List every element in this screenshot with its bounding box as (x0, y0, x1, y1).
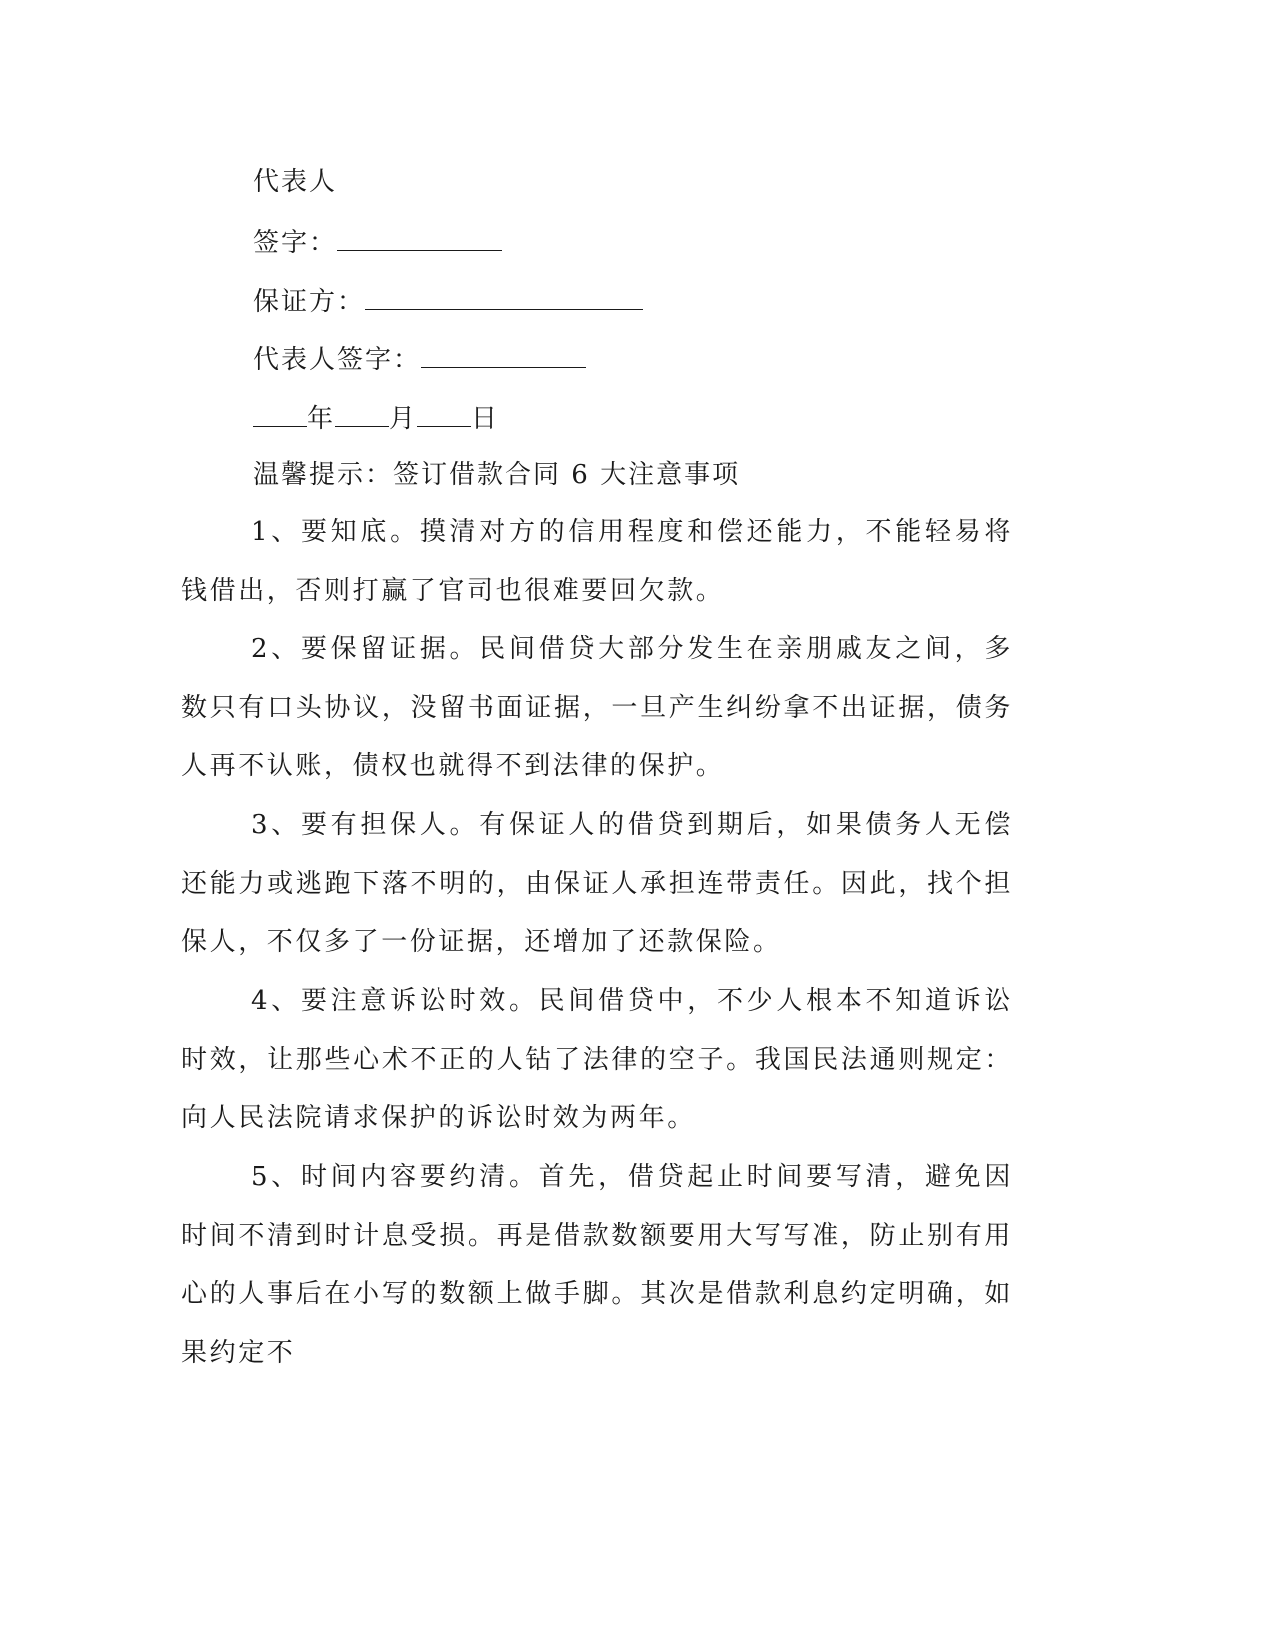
guarantor-label: 保证方： (253, 287, 366, 317)
guarantor-blank (365, 285, 643, 310)
representative-text: 代表人 (253, 167, 338, 197)
signature-label: 签字： (253, 228, 338, 258)
day-label: 日 (471, 404, 500, 434)
rep-signature-line (253, 343, 586, 375)
representative-label (253, 167, 337, 197)
tips-heading (253, 460, 740, 490)
rep-signature-blank (421, 343, 586, 368)
day-blank (417, 402, 471, 427)
signature-blank (337, 226, 502, 251)
year-label: 年 (307, 404, 336, 434)
rep-signature-label: 代表人签字： (253, 345, 422, 375)
tip-item-4: 4、要注意诉讼时效。民间借贷中，不少人根本不知道诉讼时效，让那些心术不正的人钻了法律的空子。我国民法通则规定：向人民法院请求保护的诉讼时效为两年。 (181, 986, 1013, 1133)
month-blank (335, 402, 389, 427)
tip-item-5: 5、时间内容要约清。首先，借贷起止时间要写清，避免因时间不清到时计息受损。再是借款数额要用大写写准，防止别有用心的人事后在小写的数额上做手脚。其次是借款利息约定明确，如果约定不 (181, 1162, 1013, 1368)
tip-item-3: 3、要有担保人。有保证人的借贷到期后，如果债务人无偿还能力或逃跑下落不明的，由保证人承担连带责任。因此，找个担保人，不仅多了一份证据，还增加了还款保险。 (181, 810, 1013, 957)
tip-item-2: 2、要保留证据。民间借贷大部分发生在亲朋戚友之间，多数只有口头协议，没留书面证据，一旦产生纠纷拿不出证据，债务人再不认账，债权也就得不到法律的保护。 (181, 634, 1013, 781)
signature-line (253, 226, 502, 258)
month-label: 月 (389, 404, 418, 434)
tips-heading-text: 温馨提示：签订借款合同 6 大注意事项 (253, 460, 741, 490)
year-blank (253, 402, 307, 427)
date-line (253, 402, 499, 434)
tip-item-1: 1、要知底。摸清对方的信用程度和偿还能力，不能轻易将钱借出，否则打赢了官司也很难要回欠款。 (181, 517, 1013, 606)
guarantor-line (253, 285, 643, 317)
